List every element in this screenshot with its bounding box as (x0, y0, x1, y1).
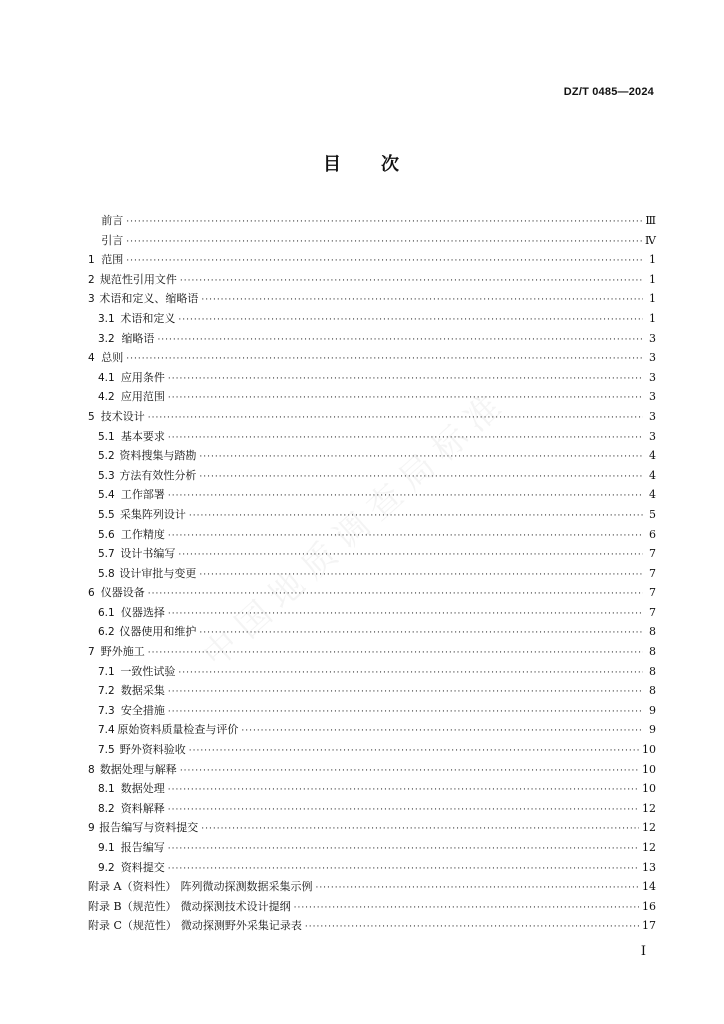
toc-entry-title: 微动探测野外采集记录表 (180, 919, 302, 933)
toc-entry[interactable] (88, 662, 656, 682)
dot-leader (180, 272, 643, 292)
toc-entry-title: 资料解释 (120, 801, 165, 815)
dot-leader (199, 468, 643, 488)
toc-entry-number: 8.1 (98, 783, 115, 796)
dot-leader (294, 899, 639, 919)
toc-entry-title: 原始资料质量检查与评价 (117, 723, 239, 737)
toc-entry-page: 1 (649, 292, 656, 306)
toc-entry-page: 8 (649, 645, 656, 659)
dot-leader (201, 820, 639, 840)
dot-leader (178, 311, 643, 331)
dot-leader (315, 879, 639, 899)
toc-entry-page: 9 (649, 723, 656, 737)
title-char-1: 目 (323, 154, 343, 175)
toc-entry-number: 5.2 (98, 450, 115, 463)
toc-entry[interactable] (88, 368, 656, 388)
dot-leader (180, 762, 639, 782)
toc-entry[interactable] (88, 485, 656, 505)
toc-entry-page: 13 (642, 860, 656, 874)
dot-leader (178, 546, 643, 566)
dot-leader (126, 350, 643, 370)
toc-entry[interactable] (88, 466, 656, 486)
toc-entry-title: 阵列微动探测数据采集示例 (180, 880, 313, 894)
toc-entry-number: 5.3 (98, 469, 115, 482)
dot-leader (157, 331, 643, 351)
toc-entry-page: 8 (649, 625, 656, 639)
toc-entry[interactable] (88, 427, 656, 447)
toc-entry-number: 6.1 (98, 606, 115, 619)
toc-entry-title: 前言 (101, 214, 124, 227)
toc-entry[interactable] (88, 525, 656, 545)
toc-entry[interactable] (88, 329, 656, 349)
toc-entry[interactable] (88, 289, 656, 309)
toc-entry-number: 2 (88, 273, 95, 286)
toc-entry-number: 9.2 (98, 861, 115, 874)
toc-entry-page: Ⅲ (645, 214, 656, 227)
toc-entry-number: 5.4 (98, 489, 115, 502)
toc-entry-title: 规范性引用文件 (99, 272, 177, 286)
toc-entry-title: 安全措施 (120, 703, 165, 717)
toc-entry-number: 3 (88, 293, 95, 306)
toc-entry-page: 1 (649, 253, 656, 267)
toc-entry-number: 附录 C（规范性） (88, 919, 177, 933)
toc-entry[interactable] (88, 720, 656, 740)
dot-leader (189, 507, 643, 527)
toc-entry-page: 3 (649, 429, 656, 443)
toc-entry-number: 5.5 (98, 508, 115, 521)
toc-entry-title: 数据处理与解释 (99, 762, 177, 776)
toc-entry-page: 4 (649, 488, 656, 502)
toc-entry-number: 4 (88, 352, 95, 365)
toc-entry-page: 4 (649, 468, 656, 482)
toc-entry-number: 7.5 (98, 744, 115, 757)
toc-entry-page: 17 (642, 919, 656, 933)
toc-entry-page: Ⅳ (645, 233, 656, 247)
dot-leader (168, 781, 639, 801)
toc-entry-number: 1 (88, 254, 95, 267)
toc-entry-title: 方法有效性分析 (119, 468, 197, 482)
toc-entry[interactable] (88, 779, 656, 799)
toc-entry[interactable] (88, 407, 656, 427)
toc-entry-number: 4.1 (98, 371, 115, 384)
toc-entry-title: 总则 (101, 351, 124, 365)
toc-entry-page: 14 (642, 880, 656, 894)
toc-entry-title: 设计书编写 (120, 547, 176, 561)
toc-entry[interactable] (88, 916, 656, 936)
toc-entry-number: 8.2 (98, 802, 115, 815)
dot-leader (168, 801, 639, 821)
toc-entry-number: 3.2 (98, 332, 115, 345)
dot-leader (305, 918, 639, 938)
toc-entry-page: 1 (649, 311, 656, 325)
toc-entry-title: 数据处理 (120, 782, 165, 796)
dot-leader (178, 664, 643, 684)
dot-leader (168, 840, 639, 860)
dot-leader (148, 409, 643, 429)
toc-entry-title: 范围 (101, 253, 124, 267)
toc-entry[interactable] (88, 387, 656, 407)
toc-entry[interactable] (88, 799, 656, 819)
toc-entry-page: 10 (642, 762, 656, 776)
toc-entry-page: 4 (649, 449, 656, 463)
toc-entry-title: 仪器使用和维护 (119, 625, 197, 639)
dot-leader (168, 683, 643, 703)
toc-entry-number: 7.4 (98, 724, 115, 737)
toc-entry-page: 1 (649, 272, 656, 286)
dot-leader (199, 624, 643, 644)
toc-entry-page: 16 (642, 899, 656, 913)
dot-leader (168, 370, 643, 390)
toc-entry-title: 数据采集 (120, 684, 165, 698)
toc-entry-title: 仪器设备 (100, 586, 145, 600)
toc-entry-title: 资料搜集与踏勘 (119, 449, 197, 463)
toc-entry[interactable] (88, 309, 656, 329)
toc-entry-title: 资料提交 (120, 860, 165, 874)
toc-entry-page: 3 (649, 390, 656, 404)
toc-entry-page: 3 (649, 409, 656, 423)
standard-code: DZ/T 0485—2024 (563, 86, 654, 98)
toc-entry-number: 附录 B（规范性） (88, 899, 177, 913)
toc-entry-number: 附录 A（资料性） (88, 880, 177, 894)
toc-entry-page: 10 (642, 782, 656, 796)
toc-entry-title: 野外施工 (100, 645, 145, 659)
toc-entry[interactable] (88, 250, 656, 270)
dot-leader (199, 448, 643, 468)
dot-leader (148, 644, 643, 664)
toc-entry-title: 基本要求 (120, 429, 165, 443)
toc-entry-number: 4.2 (98, 391, 115, 404)
toc-entry-number: 5.8 (98, 567, 115, 580)
dot-leader (189, 742, 639, 762)
toc-entry-number: 5.7 (98, 548, 115, 561)
toc-entry[interactable] (88, 583, 656, 603)
toc-entry-page: 3 (649, 370, 656, 384)
toc-entry[interactable] (88, 270, 656, 290)
toc-entry[interactable] (88, 505, 656, 525)
toc-entry-page: 7 (649, 566, 656, 580)
toc-entry-page: 12 (642, 801, 656, 815)
toc-entry-page: 7 (649, 605, 656, 619)
toc-entry-page: 8 (649, 684, 656, 698)
toc-entry[interactable] (88, 681, 656, 701)
toc-entry-title: 采集阵列设计 (119, 507, 186, 521)
dot-leader (201, 291, 643, 311)
dot-leader (168, 429, 643, 449)
dot-leader (199, 566, 643, 586)
toc-entry[interactable] (88, 622, 656, 642)
toc-entry[interactable] (88, 348, 656, 368)
toc-entry[interactable] (88, 877, 656, 897)
toc-entry-number: 5.1 (98, 430, 115, 443)
dot-leader (168, 487, 643, 507)
toc-entry-number: 5.6 (98, 528, 115, 541)
toc-entry-title: 缩略语 (121, 331, 155, 345)
table-of-contents (88, 211, 656, 936)
toc-entry-title: 术语和定义 (120, 311, 176, 325)
dot-leader (126, 213, 642, 233)
toc-entry-number: 7.3 (98, 704, 115, 717)
toc-entry-page: 9 (649, 703, 656, 717)
toc-entry-number: 7.1 (98, 665, 115, 678)
toc-entry-title: 应用条件 (120, 370, 165, 384)
dot-leader (168, 703, 643, 723)
toc-entry-title: 应用范围 (120, 390, 165, 404)
toc-entry[interactable] (88, 740, 656, 760)
toc-entry-title: 技术设计 (100, 409, 145, 423)
toc-entry-title: 仪器选择 (120, 605, 165, 619)
toc-entry-page: 12 (642, 841, 656, 854)
toc-entry-number: 6.2 (98, 626, 115, 639)
toc-entry[interactable] (88, 818, 656, 838)
toc-entry[interactable] (88, 642, 656, 662)
toc-entry-title: 微动探测技术设计提纲 (180, 899, 291, 913)
toc-entry-number: 5 (88, 410, 95, 423)
toc-entry-number: 3.1 (98, 312, 115, 325)
toc-entry-number: 7.2 (98, 685, 115, 698)
toc-entry[interactable] (88, 231, 656, 251)
dot-leader (126, 233, 642, 253)
dot-leader (241, 722, 643, 742)
page-title (0, 150, 724, 176)
toc-entry-title: 报告编写与资料提交 (99, 821, 199, 835)
toc-entry-title: 引言 (101, 233, 124, 247)
toc-entry-page: 7 (649, 547, 656, 561)
toc-entry-title: 设计审批与变更 (119, 566, 197, 580)
toc-entry[interactable] (88, 446, 656, 466)
title-char-2: 次 (381, 154, 401, 175)
toc-entry-title: 一致性试验 (120, 664, 176, 678)
toc-entry[interactable] (88, 603, 656, 623)
toc-entry[interactable] (88, 564, 656, 584)
watermark: 中国地质调查局标准 (195, 380, 517, 676)
toc-entry-title: 野外资料验收 (119, 743, 186, 757)
toc-entry-page: 7 (649, 586, 656, 600)
dot-leader (168, 527, 643, 547)
page-number: I (640, 944, 646, 959)
toc-entry-number: 9.1 (98, 842, 115, 854)
toc-entry-page: 10 (642, 743, 656, 757)
toc-entry[interactable] (88, 897, 656, 917)
toc-entry-title: 工作精度 (120, 527, 165, 541)
dot-leader (126, 252, 643, 272)
toc-entry[interactable] (88, 858, 656, 878)
dot-leader (168, 389, 643, 409)
dot-leader (148, 585, 643, 605)
toc-entry[interactable] (88, 838, 656, 858)
toc-entry-page: 3 (649, 331, 656, 345)
toc-entry-title: 工作部署 (120, 488, 165, 502)
toc-entry-page: 6 (649, 527, 656, 541)
toc-entry-page: 3 (649, 351, 656, 365)
toc-entry-number: 6 (88, 587, 95, 600)
toc-entry[interactable] (88, 211, 656, 231)
dot-leader (168, 605, 643, 625)
toc-entry[interactable] (88, 760, 656, 780)
toc-entry[interactable] (88, 544, 656, 564)
toc-entry-title: 报告编写 (120, 841, 165, 854)
toc-entry-page: 5 (649, 507, 656, 521)
toc-entry-title: 术语和定义、缩略语 (99, 292, 199, 306)
toc-entry-number: 9 (88, 822, 95, 835)
toc-entry-number: 7 (88, 646, 95, 659)
toc-entry-number: 8 (88, 763, 95, 776)
toc-entry[interactable] (88, 701, 656, 721)
toc-entry-page: 12 (642, 821, 656, 835)
toc-entry-page: 8 (649, 664, 656, 678)
